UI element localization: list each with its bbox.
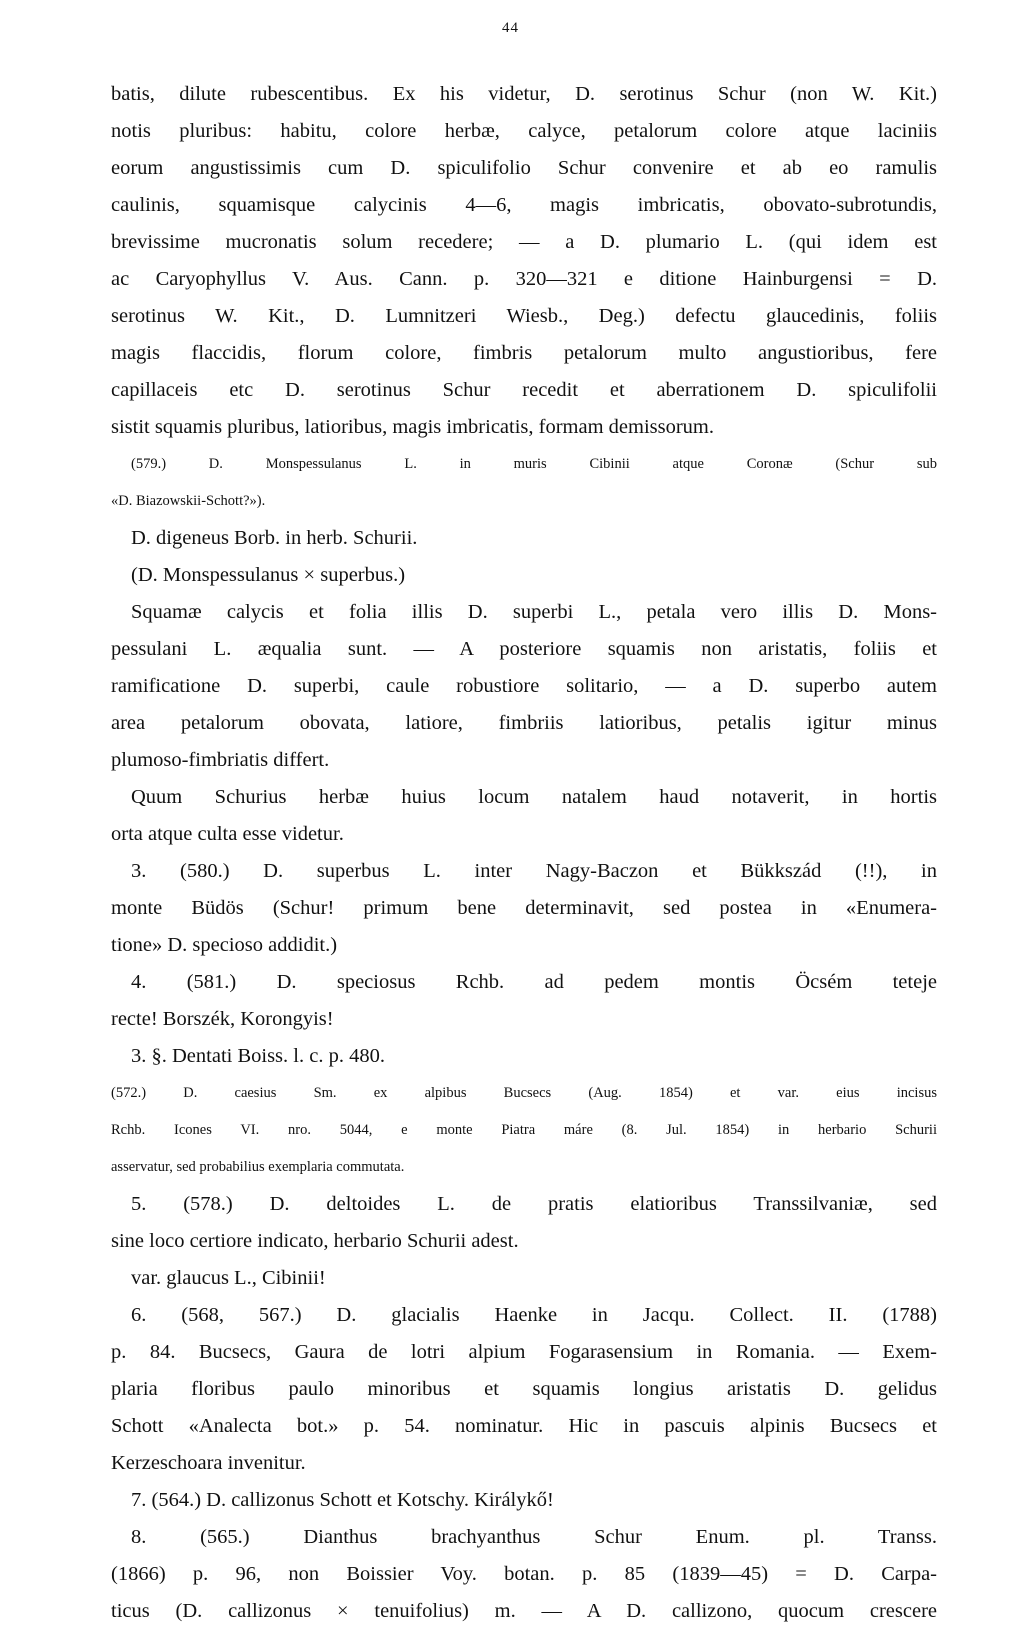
page-number: 44	[502, 20, 519, 36]
text-line: Schott «Analecta bot.» p. 54. nominatur. Hic in pascuis alpinis Bucsecs et	[111, 1415, 937, 1437]
text-line: orta atque culta esse videtur.	[111, 823, 344, 845]
text-line: sistit squamis pluribus, latioribus, magis imbricatis, formam demissorum.	[111, 416, 714, 438]
text-line: capillaceis etc D. serotinus Schur recedit et aberrationem D. spiculifolii	[111, 379, 937, 401]
text-line: (579.) D. Monspessulanus L. in muris Cibinii atque Coronæ (Schur sub	[131, 456, 937, 472]
text-line: 6. (568, 567.) D. glacialis Haenke in Jacqu. Collect. II. (1788)	[131, 1304, 937, 1326]
text-line: 3. (580.) D. superbus L. inter Nagy-Baczon et Bükkszád (!!), in	[131, 860, 937, 882]
text-line: Quum Schurius herbæ huius locum natalem haud notaverit, in hortis	[131, 786, 937, 808]
body-text	[111, 76, 937, 1630]
text-line: serotinus W. Kit., D. Lumnitzeri Wiesb., Deg.) defectu glaucedinis, foliis	[111, 305, 937, 327]
text-line: plaria floribus paulo minoribus et squamis longius aristatis D. gelidus	[111, 1378, 937, 1400]
text-line: eorum angustissimis cum D. spiculifolio Schur convenire et ab eo ramulis	[111, 157, 937, 179]
text-line: Squamæ calycis et folia illis D. superbi L., petala vero illis D. Mons-	[131, 601, 937, 623]
text-line: (572.) D. caesius Sm. ex alpibus Bucsecs (Aug. 1854) et var. eius incisus	[111, 1085, 937, 1101]
text-line: monte Büdös (Schur! primum bene determinavit, sed postea in «Enumera-	[111, 897, 937, 919]
text-line: ticus (D. callizonus × tenuifolius) m. — A D. callizono, quocum crescere	[111, 1600, 937, 1622]
text-line: p. 84. Bucsecs, Gaura de lotri alpium Fogarasensium in Romania. — Exem-	[111, 1341, 937, 1363]
text-line: var. glaucus L., Cibinii!	[131, 1267, 326, 1289]
text-line: ramificatione D. superbi, caule robustiore solitario, — a D. superbo autem	[111, 675, 937, 697]
text-line: recte! Borszék, Korongyis!	[111, 1008, 334, 1030]
text-line: asservatur, sed probabilius exemplaria commutata.	[111, 1159, 405, 1175]
text-line: Kerzeschoara invenitur.	[111, 1452, 306, 1474]
text-line: 3. §. Dentati Boiss. l. c. p. 480.	[131, 1045, 385, 1067]
text-line: «D. Biazowskii-Schott?»).	[111, 493, 266, 509]
text-line: tione» D. specioso addidit.)	[111, 934, 338, 956]
text-line: (D. Monspessulanus × superbus.)	[131, 564, 406, 586]
text-line: ac Caryophyllus V. Aus. Cann. p. 320—321 e ditione Hainburgensi = D.	[111, 268, 937, 290]
text-line: magis flaccidis, florum colore, fimbris petalorum multo angustioribus, fere	[111, 342, 937, 364]
text-line: area petalorum obovata, latiore, fimbriis latioribus, petalis igitur minus	[111, 712, 937, 734]
text-line: batis, dilute rubescentibus. Ex his videtur, D. serotinus Schur (non W. Kit.)	[111, 83, 937, 105]
text-line: 5. (578.) D. deltoides L. de pratis elatioribus Transsilvaniæ, sed	[131, 1193, 937, 1215]
text-line: 4. (581.) D. speciosus Rchb. ad pedem montis Öcsém teteje	[131, 971, 937, 993]
text-line: D. digeneus Borb. in herb. Schurii.	[131, 527, 418, 549]
text-line: brevissime mucronatis solum recedere; — a D. plumario L. (qui idem est	[111, 231, 937, 253]
text-line: plumoso-fimbriatis differt.	[111, 749, 330, 771]
text-line: notis pluribus: habitu, colore herbæ, calyce, petalorum colore atque laciniis	[111, 120, 937, 142]
text-line: sine loco certiore indicato, herbario Schurii adest.	[111, 1230, 519, 1252]
text-line: caulinis, squamisque calycinis 4—6, magis imbricatis, obovato-subrotundis,	[111, 194, 937, 216]
text-line: Rchb. Icones VI. nro. 5044, e monte Piatra máre (8. Jul. 1854) in herbario Schurii	[111, 1122, 937, 1138]
text-line: pessulani L. æqualia sunt. — A posteriore squamis non aristatis, foliis et	[111, 638, 937, 660]
text-line: (1866) p. 96, non Boissier Voy. botan. p. 85 (1839—45) = D. Carpa-	[111, 1563, 937, 1585]
text-line: 8. (565.) Dianthus brachyanthus Schur Enum. pl. Transs.	[131, 1526, 937, 1548]
text-line: 7. (564.) D. callizonus Schott et Kotschy. Királykő!	[131, 1489, 554, 1511]
